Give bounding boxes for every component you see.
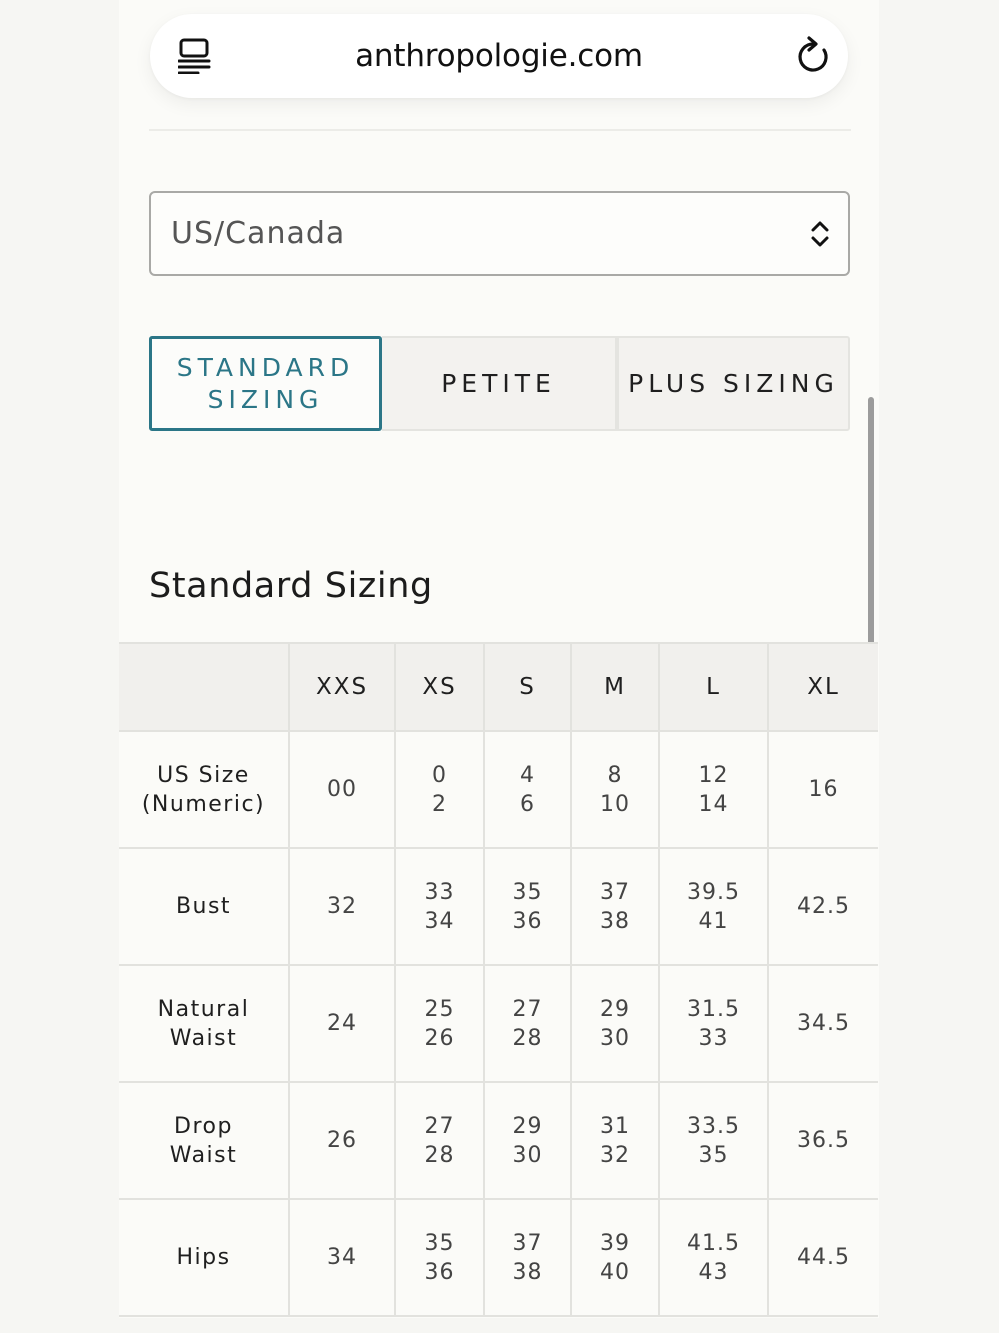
table-row bbox=[119, 848, 878, 965]
table-cell: 31.5 33 bbox=[659, 965, 768, 1082]
table-row bbox=[119, 731, 878, 848]
tab-standard-sizing-label: STANDARD SIZING bbox=[176, 352, 355, 414]
tab-plus-sizing-label: PLUS SIZING bbox=[628, 369, 839, 398]
page-bottom-edge bbox=[119, 1318, 879, 1333]
table-cell: 31 32 bbox=[571, 1082, 659, 1199]
row-label: Bust bbox=[119, 848, 289, 965]
table-cell: 37 38 bbox=[571, 848, 659, 965]
table-cell: 26 bbox=[289, 1082, 395, 1199]
table-cell: 8 10 bbox=[571, 731, 659, 848]
column-header-s: S bbox=[484, 643, 571, 731]
table-header-row bbox=[119, 643, 878, 731]
table-cell: 34 bbox=[289, 1199, 395, 1316]
table-cell: 37 38 bbox=[484, 1199, 571, 1316]
section-title: Standard Sizing bbox=[149, 566, 433, 606]
chevron-up-down-icon bbox=[808, 219, 832, 249]
tab-plus-sizing[interactable] bbox=[617, 336, 850, 431]
table-cell: 39 40 bbox=[571, 1199, 659, 1316]
table-cell: 35 36 bbox=[484, 848, 571, 965]
table-cell: 27 28 bbox=[395, 1082, 484, 1199]
header-divider bbox=[149, 129, 851, 131]
table-cell: 36.5 bbox=[768, 1082, 878, 1199]
row-label: US Size (Numeric) bbox=[119, 731, 289, 848]
table-cell: 32 bbox=[289, 848, 395, 965]
column-header-xs: XS bbox=[395, 643, 484, 731]
table-cell: 35 36 bbox=[395, 1199, 484, 1316]
table-cell: 33 34 bbox=[395, 848, 484, 965]
column-header-xl: XL bbox=[768, 643, 878, 731]
table-cell: 0 2 bbox=[395, 731, 484, 848]
tab-standard-sizing[interactable] bbox=[149, 336, 382, 431]
table-cell: 25 26 bbox=[395, 965, 484, 1082]
row-label: Drop Waist bbox=[119, 1082, 289, 1199]
table-cell: 34.5 bbox=[768, 965, 878, 1082]
tab-petite[interactable] bbox=[382, 336, 617, 431]
table-cell: 29 30 bbox=[484, 1082, 571, 1199]
region-select-value: US/Canada bbox=[171, 216, 346, 251]
size-chart-table bbox=[119, 642, 878, 1317]
table-cell: 16 bbox=[768, 731, 878, 848]
column-header bbox=[119, 643, 289, 731]
table-row bbox=[119, 1082, 878, 1199]
row-label: Hips bbox=[119, 1199, 289, 1316]
table-cell: 4 6 bbox=[484, 731, 571, 848]
reload-icon[interactable] bbox=[794, 36, 832, 76]
table-cell: 42.5 bbox=[768, 848, 878, 965]
tab-petite-label: PETITE bbox=[441, 369, 556, 398]
table-cell: 27 28 bbox=[484, 965, 571, 1082]
table-cell: 29 30 bbox=[571, 965, 659, 1082]
table-cell: 44.5 bbox=[768, 1199, 878, 1316]
table-row bbox=[119, 965, 878, 1082]
table-cell: 41.5 43 bbox=[659, 1199, 768, 1316]
table-cell: 33.5 35 bbox=[659, 1082, 768, 1199]
table-cell: 12 14 bbox=[659, 731, 768, 848]
table-row bbox=[119, 1199, 878, 1316]
column-header-xxs: XXS bbox=[289, 643, 395, 731]
address-bar[interactable] bbox=[150, 14, 848, 98]
table-cell: 39.5 41 bbox=[659, 848, 768, 965]
table-cell: 00 bbox=[289, 731, 395, 848]
url-text[interactable]: anthropologie.com bbox=[355, 38, 643, 74]
row-label: Natural Waist bbox=[119, 965, 289, 1082]
column-header-m: M bbox=[571, 643, 659, 731]
column-header-l: L bbox=[659, 643, 768, 731]
table-cell: 24 bbox=[289, 965, 395, 1082]
region-select[interactable] bbox=[149, 191, 850, 276]
